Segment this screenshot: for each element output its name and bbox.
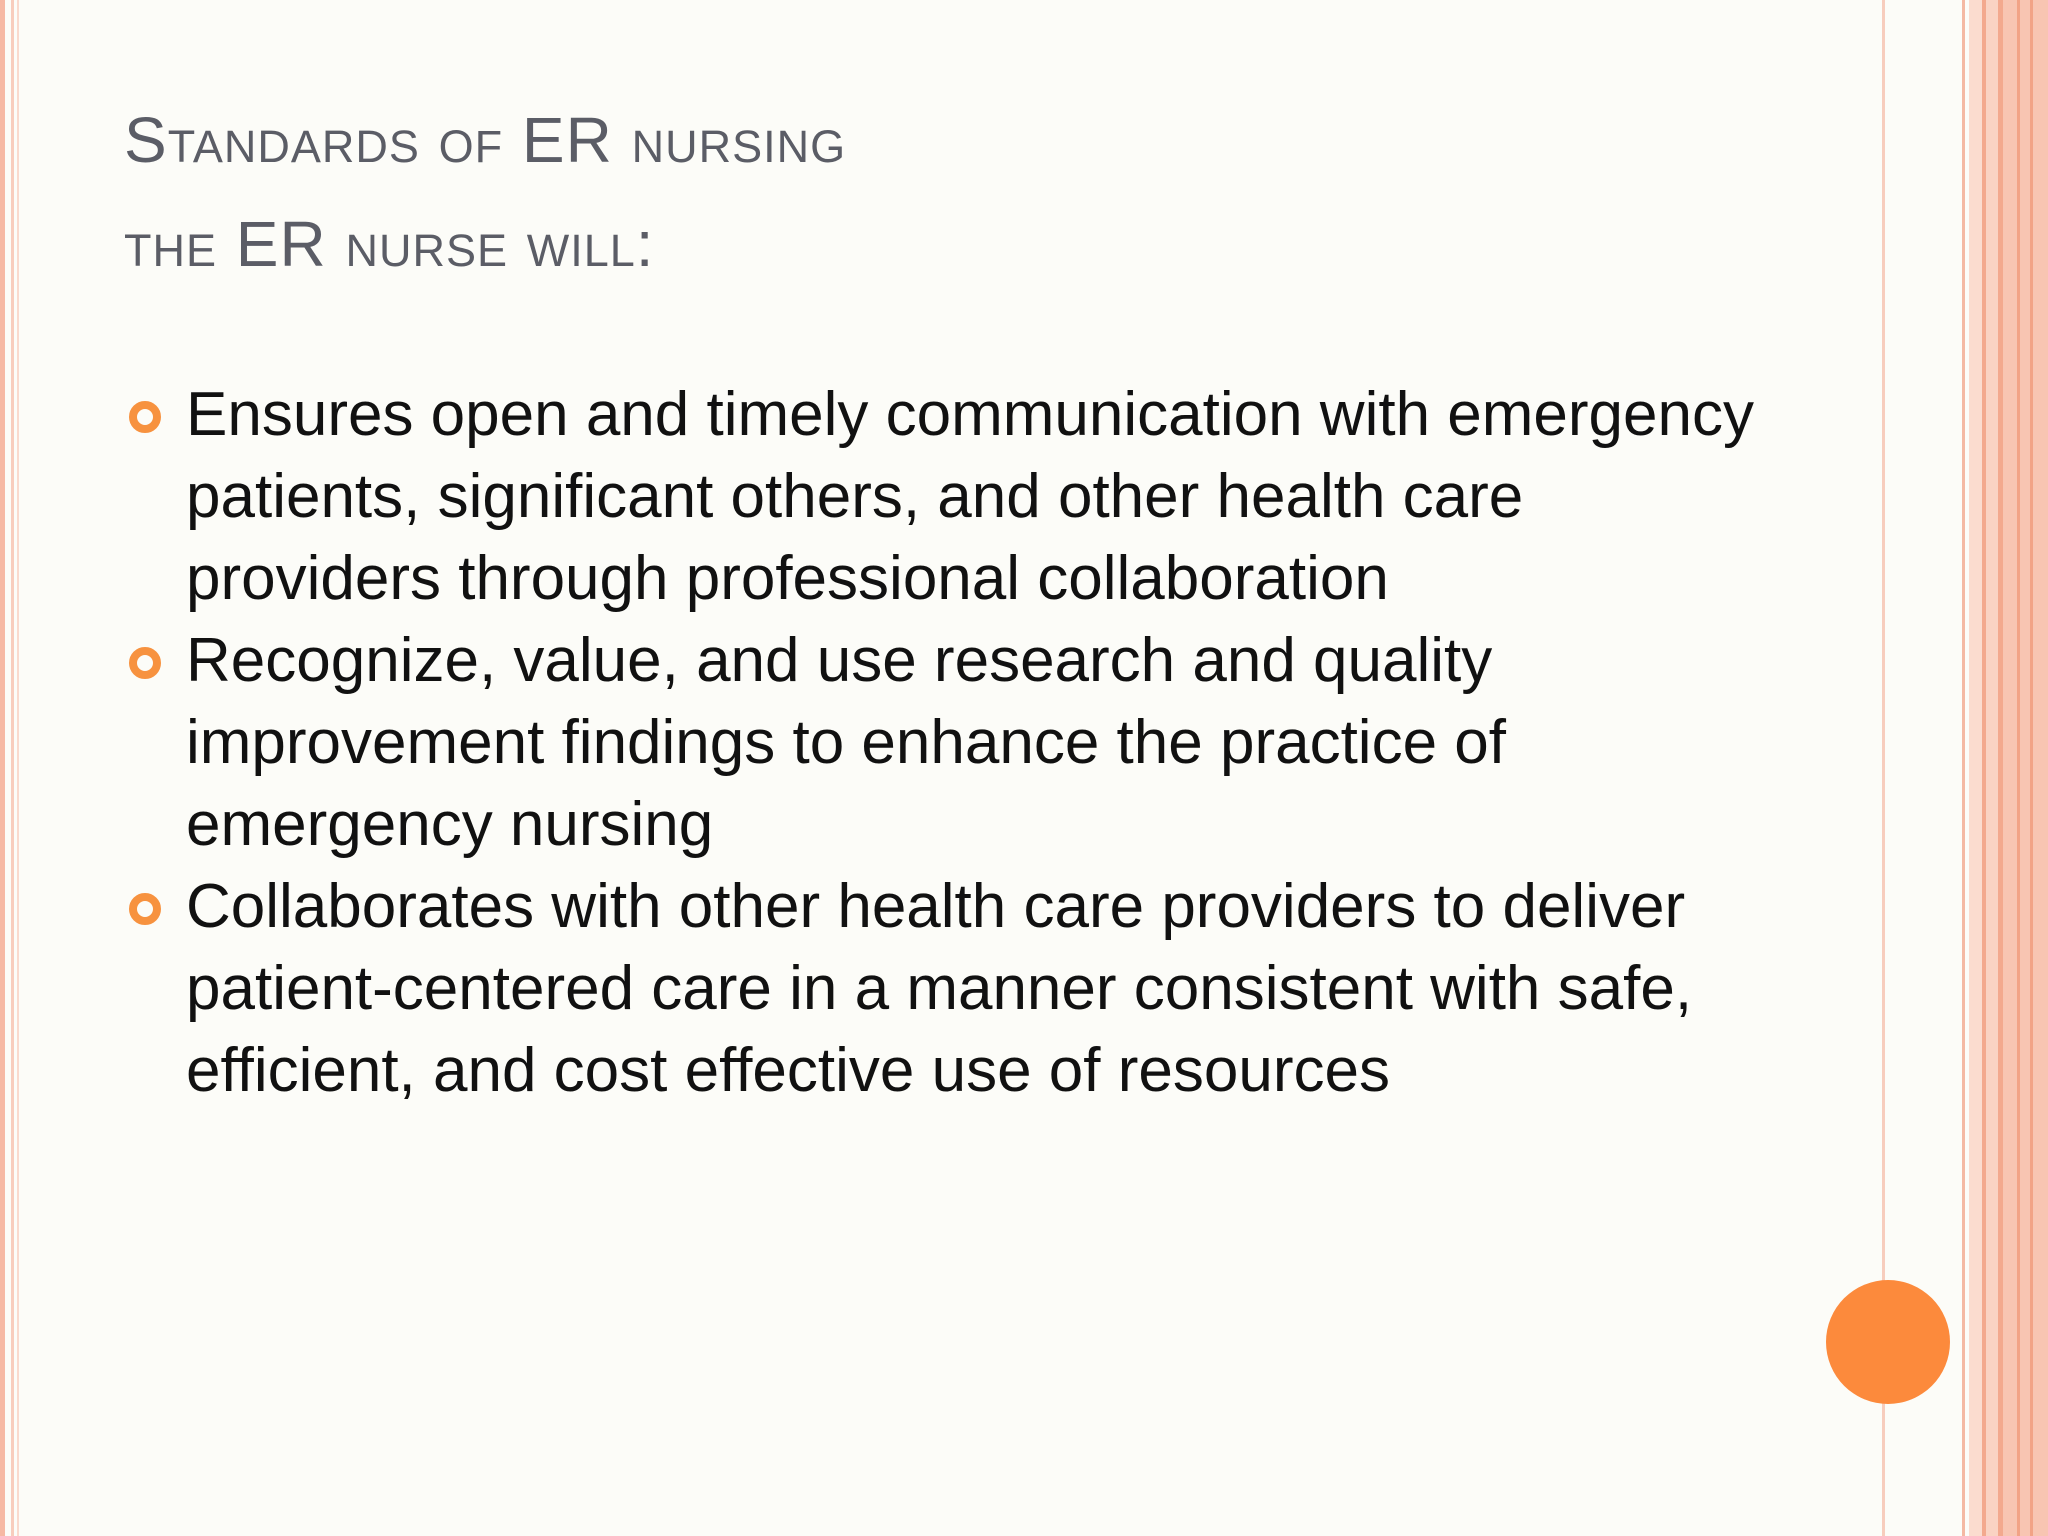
bullet-list: [124, 374, 1784, 1112]
right-border-stripe: [2030, 0, 2033, 1536]
ring-bullet-icon: [129, 401, 161, 433]
right-border-stripe: [1969, 0, 1982, 1536]
right-border-stripe: [2017, 0, 2020, 1536]
ring-bullet-icon: [129, 893, 161, 925]
ring-bullet-icon: [129, 647, 161, 679]
left-border-stripe: [11, 0, 14, 1536]
orange-circle-decoration: [1826, 1280, 1950, 1404]
slide-title: [124, 104, 847, 280]
bullet-text: Ensures open and timely communication with emergency patients, significant others, and other health care providers through professional collaboration: [186, 380, 1754, 613]
bullet-text: Collaborates with other health care providers to deliver patient-centered care in a manner consistent with safe, efficient, and cost effective use of resources: [186, 872, 1693, 1105]
left-border-stripe: [0, 0, 5, 1536]
bullet-item: [124, 374, 1784, 620]
bullet-item: [124, 866, 1784, 1112]
right-border-stripe: [1962, 0, 1965, 1536]
bullet-item: [124, 620, 1784, 866]
title-line-main: Standards of ER nursing: [124, 104, 847, 176]
right-border-stripe: [2003, 0, 2048, 1536]
bullet-text: Recognize, value, and use research and quality improvement findings to enhance the practice of emergency nursing: [186, 626, 1506, 859]
right-border-stripe: [1986, 0, 1998, 1536]
title-line-subtitle: the ER nurse will:: [124, 208, 655, 280]
left-border-stripe: [17, 0, 19, 1536]
